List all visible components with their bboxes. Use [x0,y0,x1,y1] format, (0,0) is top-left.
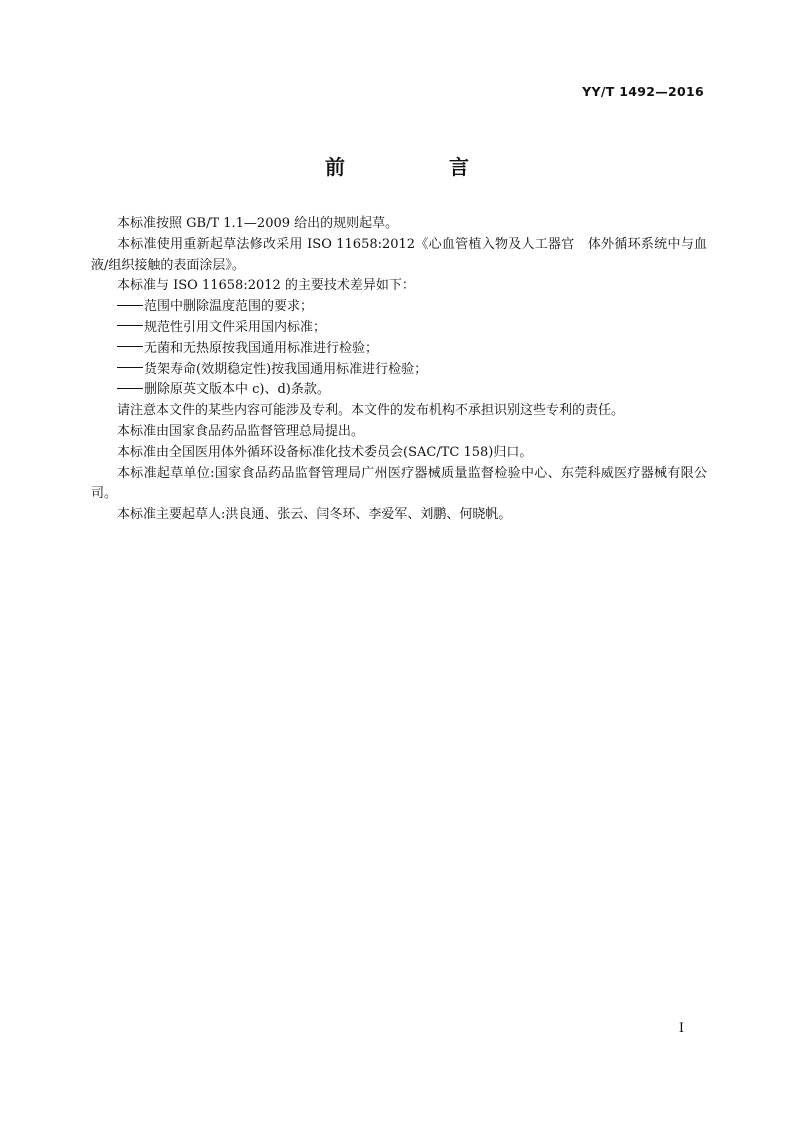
difference-text: 删除原英文版本中 c)、d)条款。 [144,382,330,398]
paragraph-differences-intro: 本标准与 ISO 11658:2012 的主要技术差异如下： [117,278,415,294]
dash-mark [117,367,143,369]
difference-item [91,380,707,401]
difference-text: 规范性引用文件采用国内标准； [144,319,327,335]
difference-text: 无菌和无热原按我国通用标准进行检验； [144,340,379,356]
difference-item [91,318,707,339]
paragraph-drafting-rules: 本标准按照 GB/T 1.1—2009 给出的规则起草。 [117,216,399,231]
difference-item [91,339,707,360]
difference-text: 货架寿命(效期稳定性)按我国通用标准进行检验； [144,361,428,377]
dash-mark [117,325,143,327]
dash-mark [117,305,143,307]
standard-code: YY/T 1492—2016 [582,84,704,99]
paragraph-drafters: 本标准主要起草人:洪良通、张云、闫冬环、李爱军、刘鹏、何晓帆。 [117,507,512,523]
difference-item [91,297,707,318]
dash-mark [117,388,143,390]
page-title: 前 言 [325,155,511,179]
difference-text: 范围中删除温度范围的要求； [144,299,314,315]
difference-item [91,360,707,381]
page-number: I [678,1021,684,1036]
paragraph-adoption: 本标准使用重新起草法修改采用 ISO 11658:2012《心血管植入物及人工器官 体外循环系统中与血液/组织接触的表面涂层》。 [91,236,707,273]
dash-mark [117,346,143,348]
paragraph-patent-notice: 请注意本文件的某些内容可能涉及专利。本文件的发布机构不承担识别这些专利的责任。 [117,403,625,419]
paragraph-drafting-units: 本标准起草单位:国家食品药品监督管理局广州医疗器械质量监督检验中心、东莞科威医疗器械有限公司。 [91,465,707,502]
body-text [91,214,707,526]
paragraph-under-jurisdiction: 本标准由全国医用体外循环设备标准化技术委员会(SAC/TC 158)归口。 [117,444,533,460]
paragraph-proposed-by: 本标准由国家食品药品监督管理总局提出。 [117,423,365,439]
